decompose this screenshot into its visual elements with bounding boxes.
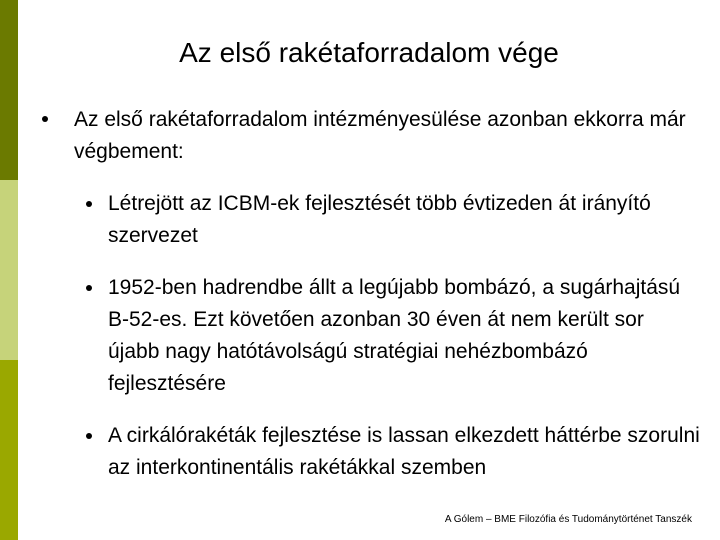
bullet-icon [86,433,92,439]
main-bullet-item [40,104,700,168]
sub-bullet-item [70,420,700,484]
sidebar-band-bottom [0,360,18,540]
sub-bullet-text: 1952-ben hadrendbe állt a legújabb bombázó, a sugárhajtású B-52-es. Ezt követően azonban 30 éven át nem került sor újabb nagy hatótávolságú stratégiai nehézbombázó fejlesztésére [108,276,681,395]
sidebar-band-middle [0,180,18,360]
sub-bullet-text: A cirkálórakéták fejlesztése is lassan elkezdett háttérbe szorulni az interkontinentális rakétákkal szemben [108,424,700,479]
bullet-icon [86,201,92,207]
bullet-icon [86,285,92,291]
sub-bullet-list [40,188,700,484]
sub-bullet-item [70,272,700,400]
slide-footer: A Gólem – BME Filozófia és Tudománytörténet Tanszék [444,514,692,525]
slide-content [40,104,700,504]
sidebar-band-top [0,0,18,180]
bullet-icon [42,116,48,122]
sub-bullet-text: Létrejött az ICBM-ek fejlesztését több évtizeden át irányító szervezet [108,192,651,247]
main-bullet-text: Az első rakétaforradalom intézményesülése azonban ekkorra már végbement: [74,108,686,163]
sub-bullet-item [70,188,700,252]
slide-title: Az első rakétaforradalom vége [179,37,559,68]
